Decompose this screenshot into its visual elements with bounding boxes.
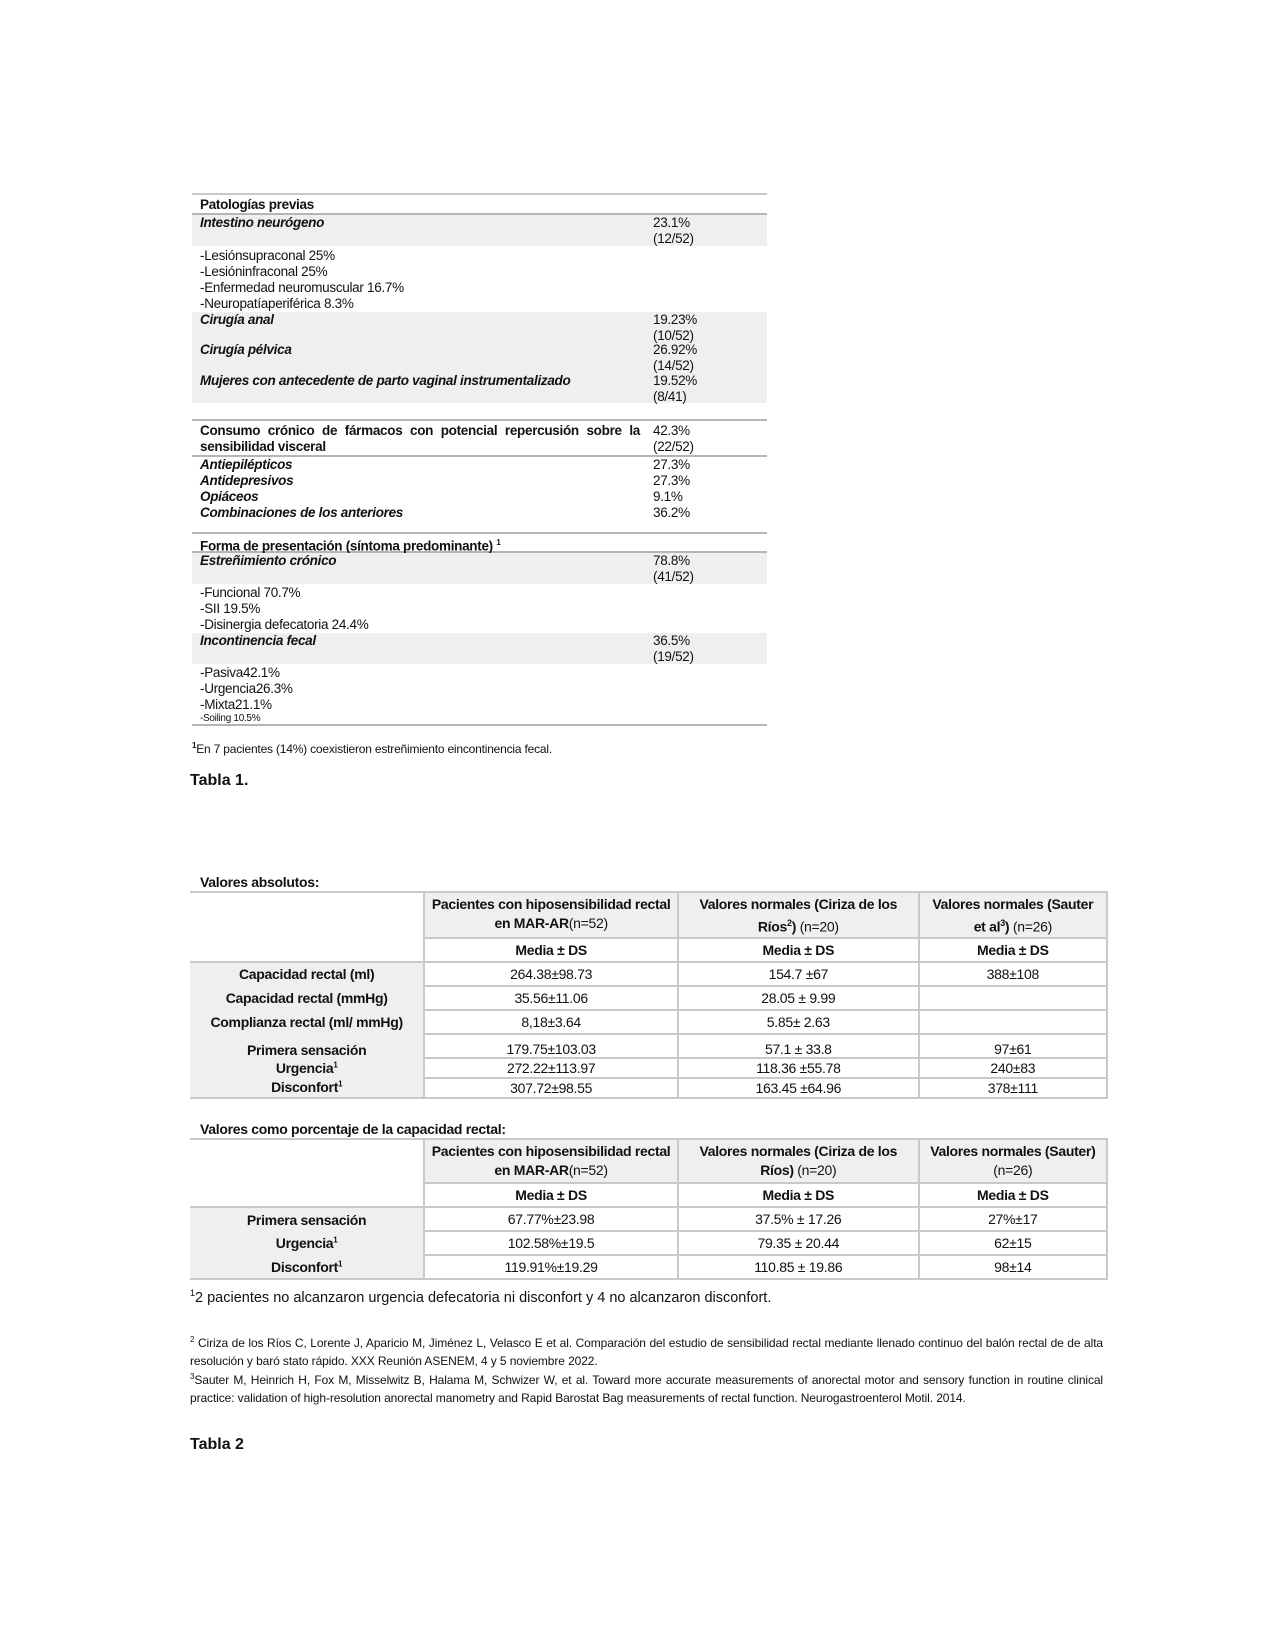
table-row: Complianza rectal (ml/ mmHg) 8,18±3.64 5.85± 2.63 xyxy=(190,1010,1107,1034)
row-value: 27.3% xyxy=(653,457,690,472)
table-row: Primera sensación 179.75±103.03 57.1 ± 33.8 97±61 xyxy=(190,1034,1107,1058)
subheader: Media ± DS xyxy=(678,938,919,962)
sub-list xyxy=(192,664,767,724)
table-row xyxy=(192,342,767,373)
empty-corner xyxy=(190,892,424,938)
subheader: Media ± DS xyxy=(919,1183,1107,1207)
section-header-patologias: Patologías previas xyxy=(192,193,767,213)
table-1-caption: Tabla 1. xyxy=(190,772,249,789)
table-row xyxy=(192,473,767,489)
table-1 xyxy=(192,193,767,726)
list-item: -Soiling 10.5% xyxy=(200,713,261,724)
section-header-presentacion: Forma de presentación (síntoma predominante) $^1$ xyxy=(200,538,501,554)
subheader: Media ± DS xyxy=(424,938,678,962)
row-label: Combinaciones de los anteriores xyxy=(200,505,404,520)
table-2-caption: Tabla 2 xyxy=(190,1436,244,1453)
row-value: 42.3% (22/52) xyxy=(653,423,694,454)
list-item: -Enfermedad neuromuscular 16.7% xyxy=(200,280,404,295)
row-value: 36.5% (19/52) xyxy=(653,633,694,664)
row-label: Mujeres con antecedente de parto vaginal instrumentalizado xyxy=(200,373,571,388)
row-value: 27.3% xyxy=(653,473,690,488)
table-row xyxy=(192,373,767,403)
table-row: Capacidad rectal (ml) 264.38±98.73 154.7 ±67 388±108 xyxy=(190,962,1107,986)
list-item: -Disinergia defecatoria 24.4% xyxy=(200,617,369,632)
row-value: 78.8% (41/52) xyxy=(653,553,694,584)
column-header: Valores normales (Sauter) (n=26) xyxy=(919,1139,1107,1183)
sub-list xyxy=(192,584,767,633)
table-row: Urgencia$^1$ 272.22±113.97 118.36 ±55.78 240±83 xyxy=(190,1058,1107,1078)
row-value: 19.52% (8/41) xyxy=(653,373,697,404)
absolute-values-title: Valores absolutos: xyxy=(200,874,320,890)
list-item: -Mixta21.1% xyxy=(200,697,272,712)
list-item: -Lesiónsupraconal 25% xyxy=(200,248,335,263)
table-row xyxy=(192,505,767,521)
table-row xyxy=(192,633,767,664)
note-2: $^2$ Ciriza de los Ríos C, Lorente J, Aparicio M, Jiménez L, Velasco E et al. Comparación del estudio de sensibilidad rectal mediante llenado continuo del balón rectal de de alta resolución y baró stato rápido. XXX Reunión ASENEM, 4 y 5 noviembre 2022. xyxy=(190,1335,1104,1368)
column-header: Pacientes con hiposensibilidad rectal en MAR-AR(n=52) xyxy=(424,1139,678,1183)
row-label: Incontinencia fecal xyxy=(200,633,316,648)
table-row: Urgencia$^1$ 102.58%±19.5 79.35 ± 20.44 62±15 xyxy=(190,1231,1107,1255)
column-header: Valores normales (Ciriza de los Ríos) (n=20) xyxy=(678,1139,919,1183)
column-header: Valores normales (Sauter et $al^3$) (n=26) xyxy=(919,892,1107,938)
column-header: Pacientes con hiposensibilidad rectal en MAR-AR(n=52) xyxy=(424,892,678,938)
column-header: Valores normales (Ciriza de los Ríos$^2$) (n=20) xyxy=(678,892,919,938)
table-1-footnote: $^1$En 7 pacientes (14%) coexistieron estreñimiento eincontinencia fecal. xyxy=(192,741,552,756)
table-row: Disconfort$^1$ 307.72±98.55 163.45 ±64.96 378±111 xyxy=(190,1078,1107,1098)
empty-corner xyxy=(190,1139,424,1183)
subheader: Media ± DS xyxy=(919,938,1107,962)
row-label: Opiáceos xyxy=(200,489,259,504)
table-row: Capacidad rectal (mmHg) 35.56±11.06 28.05 ± 9.99 xyxy=(190,986,1107,1010)
subheader: Media ± DS xyxy=(424,1183,678,1207)
percentage-values-title: Valores como porcentaje de la capacidad rectal: xyxy=(200,1121,506,1137)
table-row xyxy=(192,553,767,584)
row-label: Cirugía anal xyxy=(200,312,274,327)
section-header-farmacos: Consumo crónico de fármacos con potencial repercusión sobre la sensibilidad visceral 42.3% (22/52) xyxy=(200,423,694,454)
row-label: Intestino neurógeno xyxy=(200,215,325,230)
list-item: -Pasiva42.1% xyxy=(200,665,280,680)
table-row: Disconfort$^1$ 119.91%±19.29 110.85 ± 19.86 98±14 xyxy=(190,1255,1107,1279)
row-label: Antiepilépticos xyxy=(200,457,293,472)
row-label: Antidepresivos xyxy=(200,473,294,488)
list-item: -Neuropatíaperiférica 8.3% xyxy=(200,296,354,311)
row-value: 9.1% xyxy=(653,489,683,504)
list-item: -Lesióninfraconal 25% xyxy=(200,264,328,279)
row-label: Estreñimiento crónico xyxy=(200,553,337,568)
percentage-values-table xyxy=(190,1138,1108,1280)
list-item: -Funcional 70.7% xyxy=(200,585,301,600)
row-value: 23.1% (12/52) xyxy=(653,215,694,246)
subheader: Media ± DS xyxy=(678,1183,919,1207)
table-row xyxy=(192,312,767,342)
row-value: 26.92% (14/52) xyxy=(653,342,697,373)
absolute-values-table xyxy=(190,891,1108,1099)
list-item: -SII 19.5% xyxy=(200,601,261,616)
table-row xyxy=(192,457,767,473)
table-row xyxy=(192,489,767,505)
shaded-block xyxy=(192,312,767,403)
table-row xyxy=(192,215,767,246)
sub-list xyxy=(192,246,767,312)
row-value: 36.2% xyxy=(653,505,690,520)
list-item: -Urgencia26.3% xyxy=(200,681,293,696)
table-row: Primera sensación 67.77%±23.98 37.5% ± 17.26 27%±17 xyxy=(190,1207,1107,1231)
note-1: $^1$2 pacientes no alcanzaron urgencia defecatoria ni disconfort y 4 no alcanzaron disconfort. xyxy=(190,1288,772,1306)
note-3: $^3$Sauter M, Heinrich H, Fox M, Misselwitz B, Halama M, Schwizer W, et al. Toward more accurate measurements of anorectal motor and sensory function in routine clinical practice: validation of high-resolution anorectal manometry and Rapid Barostat Bag measurements of rectal function. Neurogastroenterol Motil. 2014. xyxy=(190,1372,1103,1405)
row-value: 19.23% (10/52) xyxy=(653,312,697,343)
row-label: Cirugía pélvica xyxy=(200,342,292,357)
